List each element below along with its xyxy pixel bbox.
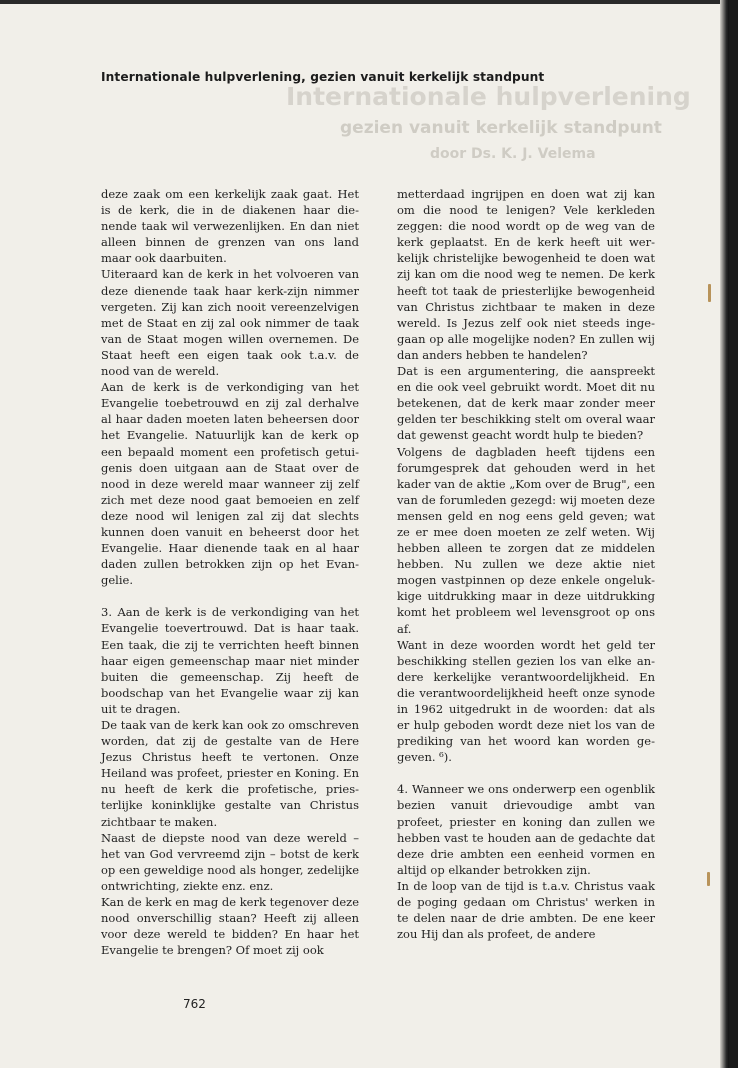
show-through-subtitle: gezien vanuit kerkelijk standpunt bbox=[340, 118, 662, 138]
paragraph: De taak van de kerk kan ook zo omschreven worden, dat zij de gestalte van de Here Jezus Christus heeft te vertonen. Onze Heiland was profeet, priester en Koning. En nu heeft de kerk die profetische, priesterlijke koninklijke gestalte van Christus zichtbaar te maken. bbox=[101, 718, 359, 829]
paragraph: Kan de kerk en mag de kerk tegenover deze nood onverschillig staan? Heeft zij alleen voor deze wereld te bidden? En haar het Evangelie te brengen? Of moet zij ook bbox=[101, 895, 360, 958]
paragraph: 3. Aan de kerk is de verkondiging van het Evangelie toevertrouwd. Dat is haar taak. Een taak, die zij te verrichten heeft binnen haar eigen gemeenschap maar niet minder buiten die gemeenschap. Zij heeft de boodschap van het Evangelie waar zij kan uit te dragen. bbox=[101, 605, 359, 716]
page-edge-shadow bbox=[720, 0, 729, 1068]
paragraph: Want in deze woorden wordt het geld ter beschikking stellen gezien los van elke andere kerkelijke verantwoordelijkheid. En die verantwoordelijkheid heeft onze synode in 1962 uitgedrukt in de woorden: dat als er hulp geboden wordt deze niet los van de prediking van het woord kan worden gegeven. ⁶). bbox=[397, 637, 655, 765]
paragraph: Volgens de dagbladen heeft tijdens een forumgesprek dat gehouden werd in het kader van de aktie „Kom over de Brug", een van de forumleden gezegd: wij moeten deze mensen geld en nog eens geld geven; wat ze er mee doen moeten ze zelf weten. Wij hebben alleen te zorgen dat ze middelen hebben. Nu zullen we deze aktie niet mogen vastpinnen op deze enkele ongelukkige uitdrukking maar in deze uitdrukking komt het probleem wel levensgroot op ons af. bbox=[397, 444, 655, 636]
show-through-title: Internationale hulpverlening bbox=[286, 82, 691, 111]
left-column bbox=[101, 186, 359, 958]
top-edge bbox=[0, 0, 729, 4]
margin-mark bbox=[707, 872, 710, 886]
paragraph: In de loop van de tijd is t.a.v. Christus vaak de poging gedaan om Christus' werken in te delen naar de drie ambten. De ene keer zou Hij dan als profeet, de andere bbox=[397, 878, 655, 942]
show-through-author: door Ds. K. J. Velema bbox=[430, 146, 596, 162]
paragraph: deze zaak om een kerkelijk zaak gaat. Het is de kerk, die in de diakenen haar dienende taak wil verwezenlijken. En dan niet alleen binnen de grenzen van ons land maar ook daarbuiten. bbox=[101, 187, 359, 266]
paragraph: 4. Wanneer we ons onderwerp een ogenblik bezien vanuit drievoudige ambt van profeet, priester en koning dan zullen we hebben vast te houden aan de gedachte dat deze drie ambten een eenheid vormen en altijd op elkander betrokken zijn. bbox=[397, 782, 655, 877]
paragraph: metterdaad ingrijpen en doen wat zij kan om die nood te lenigen? Vele kerkleden zeggen: die nood wordt op de weg van de kerk geplaatst. En de kerk heeft uit werkelijk christelijke bewogenheid te doen wat zij kan om die nood weg te nemen. De kerk heeft tot taak de priesterlijke bewogenheid van Christus zichtbaar te maken in deze wereld. Is Jezus zelf ook niet steeds ingegaan op alle mogelijke noden? En zullen wij dan anders hebben te handelen? bbox=[397, 187, 655, 362]
paragraph: Uiteraard kan de kerk in het volvoeren van deze dienende taak haar kerk-zijn nimmer vergeten. Zij kan zich nooit vereenzelvigen met de Staat en zij zal ook nimmer de taak van de Staat mogen willen overnemen. De Staat heeft een eigen taak ook t.a.v. de nood van de wereld. bbox=[101, 267, 359, 379]
paragraph: Aan de kerk is de verkondiging van het Evangelie toebetrouwd en zij zal derhalve al haar daden moeten laten beheersen door het Evangelie. Natuurlijk kan de kerk op een bepaald moment een profetisch getuigenis doen uitgaan aan de Staat over de nood in deze wereld maar wanneer zij zelf zich met deze nood gaat bemoeien en zelf deze nood wil lenigen zal zij dat slechts kunnen doen vanuit en beheerst door het Evangelie. Haar dienende taak en al haar daden zullen betrokken zijn op het Evangelie. bbox=[101, 380, 359, 588]
right-column bbox=[397, 186, 655, 942]
margin-mark bbox=[708, 284, 711, 302]
page-number: 762 bbox=[183, 997, 206, 1011]
paragraph: Naast de diepste nood van deze wereld – het van God vervreemd zijn – botst de kerk op een geweldige nood als honger, zedelijke ontwrichting, ziekte enz. enz. bbox=[101, 830, 359, 893]
paragraph: Dat is een argumentering, die aanspreekt en die ook veel gebruikt wordt. Moet dit nu betekenen, dat de kerk maar zonder meer gelden ter beschikking stelt om overal waar dat gewenst geacht wordt hulp te bieden? bbox=[397, 364, 655, 443]
running-header: Internationale hulpverlening, gezien vanuit kerkelijk standpunt bbox=[101, 70, 545, 84]
